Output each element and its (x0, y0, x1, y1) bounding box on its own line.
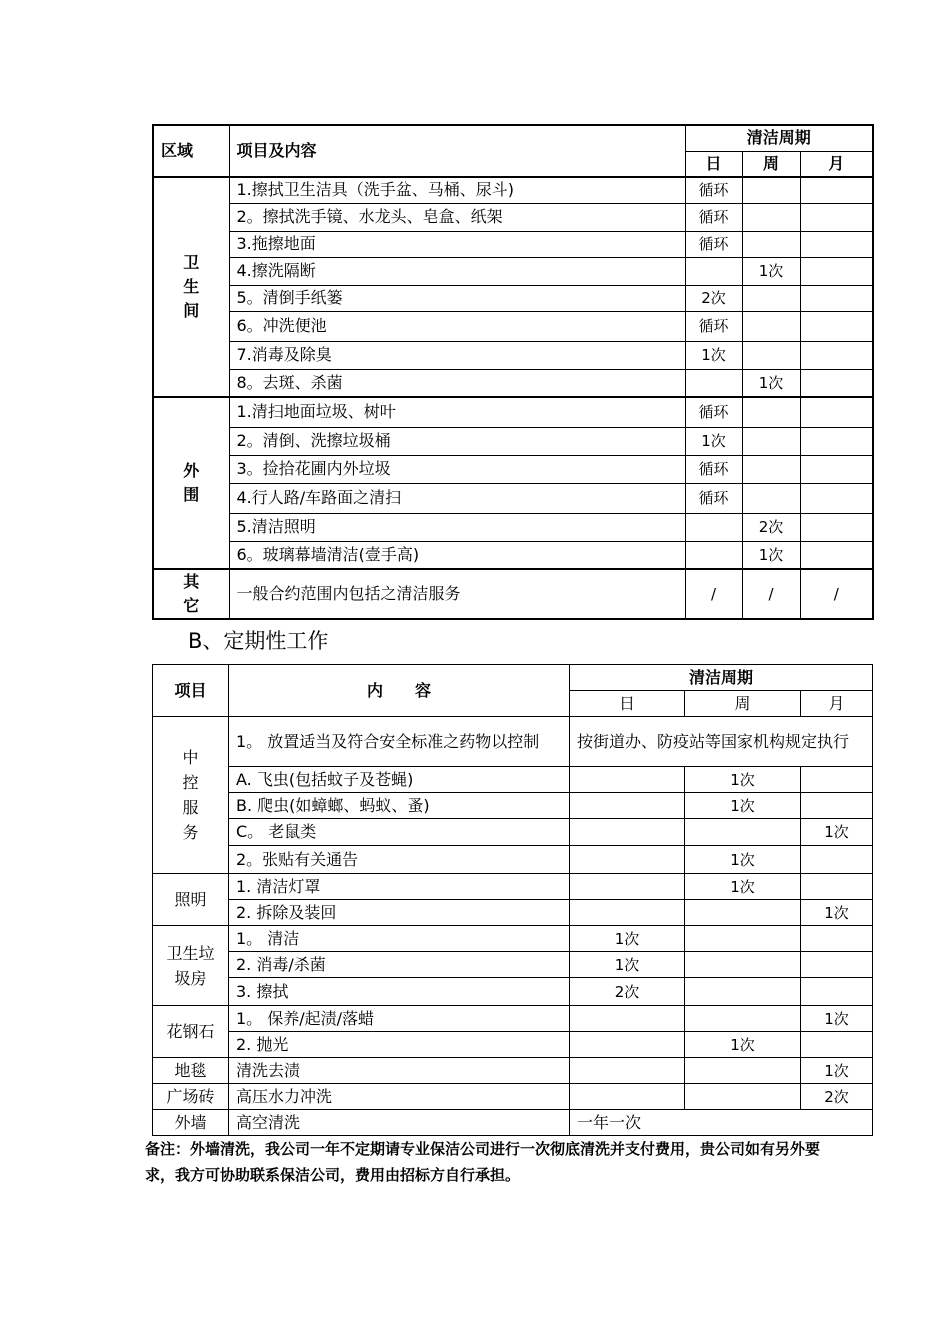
month-cell (800, 177, 873, 203)
item-cell: 2. 拆除及装回 (229, 900, 570, 926)
header-cycle: 清洁周期 (685, 125, 873, 151)
table-row (153, 793, 873, 819)
month-cell (800, 397, 873, 427)
month-cell: 1次 (801, 819, 873, 846)
header-week: 周 (685, 691, 801, 717)
footnote: 备注：外墙清洗，我公司一年不定期请专业保洁公司进行一次彻底清洗并支付费用，贵公司如有另外要求，我方可协助联系保洁公司，费用由招标方自行承担。 (145, 1140, 821, 1184)
table-row (153, 455, 873, 483)
day-cell: 2次 (685, 285, 742, 311)
week-cell (742, 231, 800, 257)
table-row (153, 311, 873, 341)
day-cell (685, 369, 742, 397)
section-b-title: B、定期性工作 (188, 629, 329, 653)
area-cell (153, 717, 229, 874)
week-cell (742, 285, 800, 311)
area-label: 卫生垃圾房 (166, 943, 215, 988)
area-label: 其它 (183, 572, 200, 615)
day-cell: 循环 (685, 455, 742, 483)
month-cell: 1次 (801, 900, 873, 926)
day-cell: 循环 (685, 203, 742, 231)
week-cell: 1次 (685, 1032, 801, 1058)
item-cell: 1。 保养/起渍/落蜡 (229, 1006, 570, 1032)
table-row (153, 257, 873, 285)
week-cell: 1次 (685, 874, 801, 900)
table-row (153, 1006, 873, 1032)
month-cell (800, 483, 873, 513)
month-cell (800, 541, 873, 569)
month-cell (800, 231, 873, 257)
table-row (153, 1110, 873, 1136)
header-month: 月 (801, 691, 873, 717)
table-row (153, 177, 873, 203)
item-cell: 1. 清洁灯罩 (229, 874, 570, 900)
day-cell (685, 513, 742, 541)
table-row (153, 513, 873, 541)
month-cell (800, 369, 873, 397)
day-cell (570, 846, 685, 874)
table-row (153, 541, 873, 569)
item-cell: 2。张贴有关通告 (229, 846, 570, 874)
item-cell: 1.清扫地面垃圾、树叶 (229, 397, 685, 427)
table-row (153, 483, 873, 513)
week-cell: 1次 (742, 541, 800, 569)
month-cell: / (800, 569, 873, 619)
day-cell (570, 1006, 685, 1032)
week-cell (685, 1084, 801, 1110)
item-cell: 3.拖擦地面 (229, 231, 685, 257)
month-cell (800, 341, 873, 369)
month-cell (800, 311, 873, 341)
item-cell: 5.清洁照明 (229, 513, 685, 541)
header-item: 项目 (153, 665, 229, 717)
day-cell: 1次 (685, 427, 742, 455)
item-cell: 一般合约范围内包括之清洁服务 (229, 569, 685, 619)
table-row (153, 427, 873, 455)
week-cell: 2次 (742, 513, 800, 541)
day-cell: 循环 (685, 177, 742, 203)
week-cell (685, 900, 801, 926)
month-cell: 1次 (801, 1058, 873, 1084)
table-row (153, 952, 873, 978)
day-cell (570, 1084, 685, 1110)
table-row (153, 767, 873, 793)
day-cell: 循环 (685, 231, 742, 257)
table-row (153, 397, 873, 427)
area-label: 地毯 (174, 1061, 207, 1080)
month-cell (800, 203, 873, 231)
week-cell: 1次 (742, 369, 800, 397)
area-cell (153, 874, 229, 926)
day-cell: 循环 (685, 483, 742, 513)
month-cell (801, 767, 873, 793)
area-cell (153, 1084, 229, 1110)
item-cell: 清洗去渍 (229, 1058, 570, 1084)
header-week: 周 (742, 151, 800, 177)
month-cell (801, 926, 873, 952)
week-cell: 1次 (685, 846, 801, 874)
table-row (153, 874, 873, 900)
area-cell (153, 1058, 229, 1084)
day-cell (570, 793, 685, 819)
table-row (153, 285, 873, 311)
header-month: 月 (800, 151, 873, 177)
header-day: 日 (570, 691, 685, 717)
week-cell: / (742, 569, 800, 619)
table-row (153, 900, 873, 926)
item-cell: 1.擦拭卫生洁具（洗手盆、马桶、尿斗) (229, 177, 685, 203)
area-cell (153, 1006, 229, 1058)
month-cell (800, 427, 873, 455)
table-row (153, 926, 873, 952)
day-cell: 1次 (570, 952, 685, 978)
table-row (153, 846, 873, 874)
day-cell (570, 767, 685, 793)
item-cell: 5。清倒手纸篓 (229, 285, 685, 311)
month-cell (801, 978, 873, 1006)
month-cell (800, 257, 873, 285)
header-item: 项目及内容 (229, 125, 685, 177)
table-row (153, 717, 873, 767)
item-cell: 2. 抛光 (229, 1032, 570, 1058)
area-label: 照明 (174, 890, 207, 909)
item-cell: 1。 清洁 (229, 926, 570, 952)
cleaning-schedule-table (152, 124, 874, 620)
day-cell (570, 819, 685, 846)
month-cell (801, 793, 873, 819)
item-cell: 2。清倒、洗擦垃圾桶 (229, 427, 685, 455)
header-cycle: 清洁周期 (570, 665, 873, 691)
periodic-work-table (152, 664, 873, 1136)
span-cell: 一年一次 (570, 1110, 873, 1136)
table-row (153, 1084, 873, 1110)
item-cell: B. 爬虫(如蟑螂、蚂蚁、蚤) (229, 793, 570, 819)
week-cell: 1次 (742, 257, 800, 285)
week-cell (742, 483, 800, 513)
month-cell: 2次 (801, 1084, 873, 1110)
week-cell: 1次 (685, 793, 801, 819)
week-cell (685, 978, 801, 1006)
header-day: 日 (685, 151, 742, 177)
day-cell: 2次 (570, 978, 685, 1006)
month-cell (800, 285, 873, 311)
week-cell: 1次 (685, 767, 801, 793)
table-row (153, 231, 873, 257)
day-cell: 循环 (685, 311, 742, 341)
day-cell (570, 900, 685, 926)
day-cell (685, 541, 742, 569)
table-row (153, 369, 873, 397)
area-label: 外围 (183, 461, 200, 504)
area-label: 花钢石 (166, 1022, 215, 1041)
week-cell (742, 177, 800, 203)
month-cell (800, 455, 873, 483)
week-cell (685, 819, 801, 846)
table-row (153, 1058, 873, 1084)
item-cell: 8。去斑、杀菌 (229, 369, 685, 397)
week-cell (742, 397, 800, 427)
header-area: 区域 (153, 125, 229, 177)
table-row (153, 819, 873, 846)
item-cell: C。 老鼠类 (229, 819, 570, 846)
day-cell (570, 1058, 685, 1084)
item-cell: 4.擦洗隔断 (229, 257, 685, 285)
item-cell: 7.消毒及除臭 (229, 341, 685, 369)
table-row (153, 569, 873, 619)
area-label: 中控服务 (182, 748, 199, 842)
week-cell (685, 952, 801, 978)
item-cell: 6。玻璃幕墙清洁(壹手高) (229, 541, 685, 569)
week-cell (685, 1006, 801, 1032)
item-cell: 1。 放置适当及符合安全标准之药物以控制 (229, 717, 570, 767)
area-cell (153, 397, 229, 569)
area-label: 卫生间 (183, 253, 200, 320)
month-cell (801, 846, 873, 874)
table-row (153, 341, 873, 369)
week-cell (742, 341, 800, 369)
day-cell: 循环 (685, 397, 742, 427)
item-cell: 6。冲洗便池 (229, 311, 685, 341)
week-cell (685, 926, 801, 952)
item-cell: 2. 消毒/杀菌 (229, 952, 570, 978)
month-cell: 1次 (801, 1006, 873, 1032)
item-cell: 3. 擦拭 (229, 978, 570, 1006)
day-cell: / (685, 569, 742, 619)
month-cell (801, 874, 873, 900)
month-cell (801, 952, 873, 978)
area-cell (153, 926, 229, 1006)
item-cell: 高空清洗 (229, 1110, 570, 1136)
week-cell (742, 427, 800, 455)
week-cell (742, 203, 800, 231)
day-cell (570, 1032, 685, 1058)
area-label: 外墙 (174, 1113, 207, 1132)
area-cell (153, 569, 229, 619)
day-cell: 1次 (685, 341, 742, 369)
item-cell: 4.行人路/车路面之清扫 (229, 483, 685, 513)
week-cell (742, 311, 800, 341)
day-cell (570, 874, 685, 900)
item-cell: 2。擦拭洗手镜、水龙头、皂盒、纸架 (229, 203, 685, 231)
header-content: 内 容 (229, 665, 570, 717)
item-cell: 3。捡拾花圃内外垃圾 (229, 455, 685, 483)
area-cell (153, 177, 229, 397)
month-cell (800, 513, 873, 541)
area-label: 广场砖 (166, 1087, 215, 1106)
table-row (153, 978, 873, 1006)
span-cell: 按街道办、防疫站等国家机构规定执行 (570, 717, 873, 767)
table-row (153, 1032, 873, 1058)
week-cell (685, 1058, 801, 1084)
item-cell: A. 飞虫(包括蚊子及苍蝇) (229, 767, 570, 793)
month-cell (801, 1032, 873, 1058)
item-cell: 高压水力冲洗 (229, 1084, 570, 1110)
area-cell (153, 1110, 229, 1136)
day-cell (685, 257, 742, 285)
table-row (153, 203, 873, 231)
day-cell: 1次 (570, 926, 685, 952)
week-cell (742, 455, 800, 483)
